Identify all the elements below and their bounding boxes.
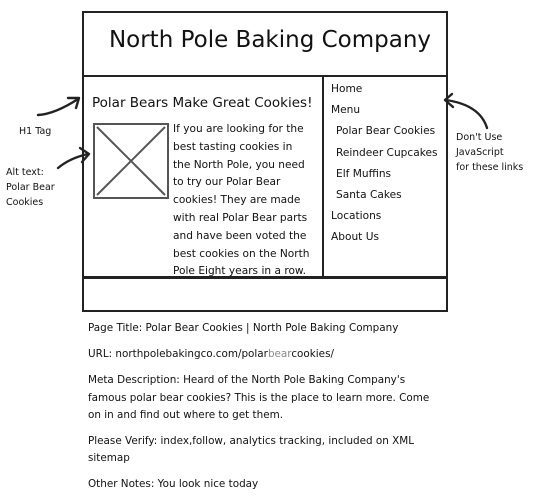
site-title: North Pole Baking Company bbox=[108, 27, 432, 53]
nav-reindeer-cupcakes-link[interactable]: Reindeer Cupcakes bbox=[336, 146, 438, 159]
annotation-line: Alt text: bbox=[6, 167, 44, 178]
arrow-no-javascript bbox=[446, 100, 487, 128]
article-line: best tasting cookies in bbox=[173, 140, 293, 153]
annotation-line: JavaScript bbox=[456, 147, 504, 158]
nav-about-link[interactable]: About Us bbox=[331, 231, 379, 244]
article-line: the North Pole, you need bbox=[173, 158, 305, 171]
annotation-line: Polar Bear bbox=[6, 182, 55, 193]
url-suffix: cookies/ bbox=[291, 348, 334, 361]
article-line: Pole Eight years in a row. bbox=[173, 265, 306, 278]
url-note bbox=[88, 346, 429, 363]
nav-elf-muffins-link[interactable]: Elf Muffins bbox=[336, 167, 392, 180]
verify-line: sitemap bbox=[88, 452, 130, 465]
annotation-line: for these links bbox=[456, 162, 524, 173]
article-line: If you are looking for the bbox=[173, 123, 304, 135]
nav-santa-cakes-link[interactable]: Santa Cakes bbox=[336, 189, 402, 202]
page-title-note: Page Title: Polar Bear Cookies | North Pole Baking Company bbox=[88, 322, 399, 334]
article-heading: Polar Bears Make Great Cookies! bbox=[92, 95, 313, 111]
article-line: cookies! They are made bbox=[173, 194, 301, 207]
annotation-line: Cookies bbox=[6, 197, 44, 208]
nav-polar-bear-cookies-link[interactable]: Polar Bear Cookies bbox=[336, 125, 436, 138]
nav-locations-link[interactable]: Locations bbox=[331, 210, 382, 223]
article-line: and have been voted the bbox=[173, 229, 307, 242]
other-notes: Other Notes: You look nice today bbox=[88, 478, 259, 491]
meta-description-line: Meta Description: Heard of the North Pole Baking Company's bbox=[88, 374, 406, 387]
article-line: to try our Polar Bear bbox=[173, 176, 281, 189]
verify-line: Please Verify: index,follow, analytics tracking, included on XML bbox=[88, 435, 415, 448]
meta-description-line: on in and find out where to get them. bbox=[88, 408, 284, 421]
annotation-line: Don't Use bbox=[456, 132, 503, 143]
url-prefix: URL: northpolebakingco.com/polar bbox=[88, 348, 268, 361]
article-line: with real Polar Bear parts bbox=[173, 211, 308, 224]
nav-menu-link[interactable]: Menu bbox=[331, 104, 361, 117]
url-faded-part: bear bbox=[267, 348, 292, 361]
page-notes bbox=[88, 320, 429, 503]
arrow-h1 bbox=[38, 99, 78, 115]
annotation-h1-tag: H1 Tag bbox=[19, 126, 52, 137]
article-line: best cookies on the North bbox=[173, 247, 310, 260]
meta-description-line: famous polar bear cookies? This is the place to learn more. Come bbox=[88, 391, 430, 404]
nav-home-link[interactable]: Home bbox=[331, 83, 363, 95]
